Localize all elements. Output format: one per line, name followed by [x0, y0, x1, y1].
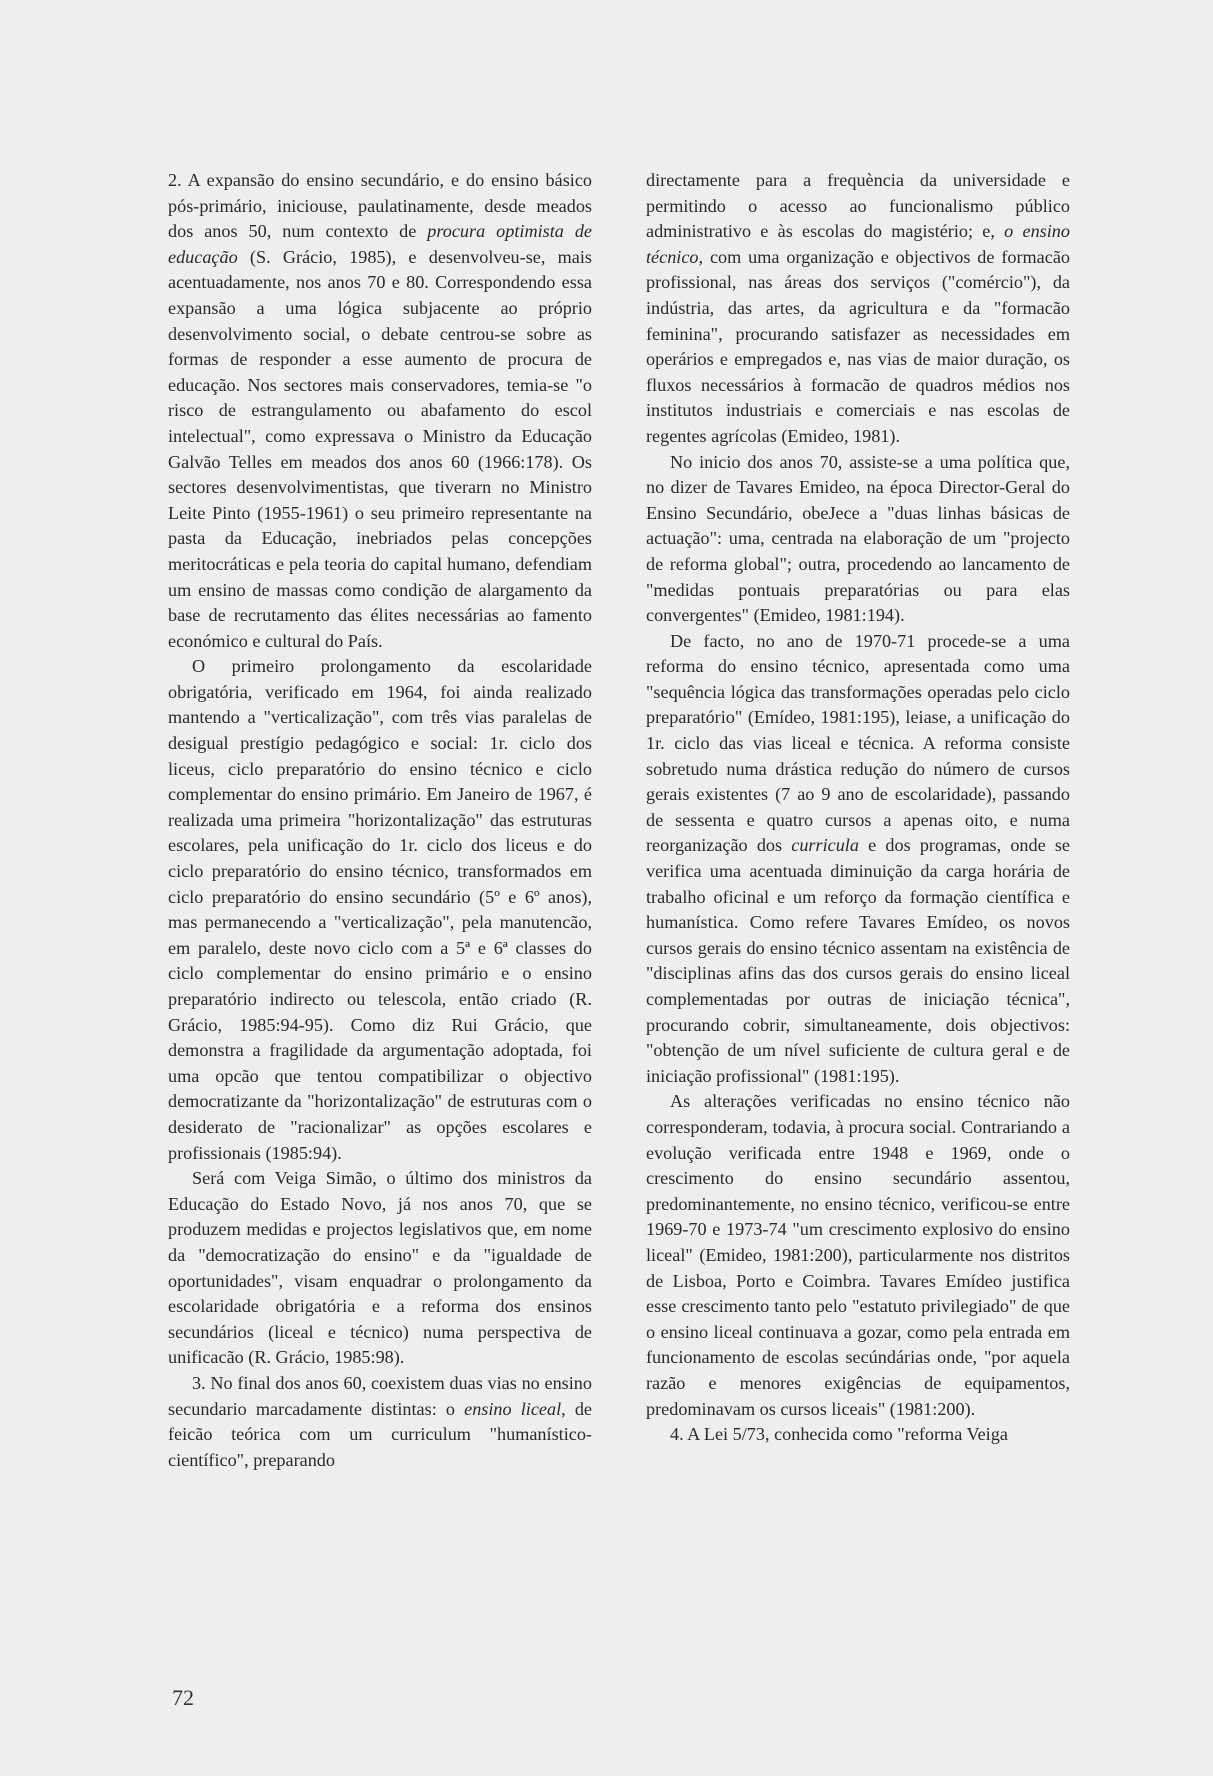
- text-run: 2. A expansão do ensino secundário, e do ensino básico pós-primário, iniciouse, paulatinamente, desde meados dos anos 50, num contexto de: [168, 170, 592, 242]
- text-run: 4. A Lei 5/73, conhecida como "reforma Veiga: [670, 1424, 1008, 1445]
- left-column: [168, 168, 592, 1473]
- text-run: As alterações verificadas no ensino técnico não corresponderam, todavia, à procura social. Contrariando a evolução verificada entre 1948 e 1969, onde o crescimento do ensino secundário assentou, predominantemente, no ensino técnico, verificou-se entre 1969-70 e 1973-74 "um crescimento explosivo do ensino liceal" (Emideo, 1981:200), particularmente nos distritos de Lisboa, Porto e Coimbra. Tavares Emídeo justifica esse crescimento tanto pelo "estatuto privilegiado" de que o ensino liceal continuava a gozar, como pela entrada em funcionamento de escolas secúndárias onde, "por aquela razão e menores exigências de equipamentos, predominavam os cursos liceais" (1981:200).: [646, 1091, 1070, 1419]
- text-run: (S. Grácio, 1985), e desenvolveu-se, mais acentuadamente, nos anos 70 e 80. Correspondendo essa expansão a uma lógica subjacente ao próprio desenvolvimento social, o debate centrou-se sobre as formas de responder a esse aumento de procura de educação. Nos sectores mais conservadores, temia-se "o risco de estrangulamento ou abafamento do escol intelectual", como expressava o Ministro da Educação Galvão Telles em meados dos anos 60 (1966:178). Os sectores desenvolvimentistas, que tiverarn no Ministro Leite Pinto (1955-1961) o seu primeiro representante na pasta da Educação, inebriados pelas concepções meritocráticas e pela teoria do capital humano, defendiam um ensino de massas como condição de alargamento da base de recrutamento das élites necessárias ao famento económico e cultural do País.: [168, 246, 592, 651]
- paragraph: [646, 629, 1070, 1090]
- italic-text: ensino liceal: [464, 1398, 562, 1419]
- text-run: Será com Veiga Simão, o último dos ministros da Educação do Estado Novo, já nos anos 70, que se produzem medidas e projectos legislativos que, em nome da "democratização do ensino" e da "igualdade de oportunidades", visam enquadrar o prolongamento da escolaridade obrigatória e a reforma dos ensinos secundários (liceal e técnico) numa perspectiva de unificacão (R. Grácio, 1985:98).: [168, 1168, 592, 1368]
- text-run: , com uma organização e objectivos de formacão profissional, nas áreas dos serviços ("comércio"), da indústria, das artes, da agricultura e da "formacão feminina", procurando satisfazer as necessidades em operários e empregados e, nas vias de maior duração, os fluxos necessários à formacão de quadros médios nos institutos industriais e comerciais e nas escolas de regentes agrícolas (Emideo, 1981).: [646, 246, 1070, 446]
- text-run: De facto, no ano de 1970-71 procede-se a uma reforma do ensino técnico, apresentada como uma "sequência lógica das transformações operadas pelo ciclo preparatório" (Emídeo, 1981:195), leiase, a unificação do 1r. ciclo das vias liceal e técnica. A reforma consiste sobretudo numa drástica redução do número de cursos gerais existentes (7 ao 9 ano de escolaridade), passando de sessenta e quatro cursos a apenas oito, e numa reorganização dos: [646, 630, 1070, 856]
- italic-text: o ensino técnico: [646, 221, 1070, 267]
- italic-text: procura optimista de educação: [168, 221, 592, 267]
- text-run: directamente para a frequència da universidade e permitindo o acesso ao funcionalismo público administrativo e às escolas do magistério; e,: [646, 170, 1070, 242]
- paragraph: [168, 654, 592, 1166]
- right-column: [646, 168, 1070, 1448]
- text-run: O primeiro prolongamento da escolaridade obrigatória, verificado em 1964, foi ainda realizado mantendo a "verticalização", com três vias paralelas de desigual prestígio pedagógico e social: 1r. ciclo dos liceus, ciclo preparatório do ensino técnico e ciclo complementar do ensino primário. Em Janeiro de 1967, é realizada uma primeira "horizontalização" das estruturas escolares, pela unificação do 1r. ciclo dos liceus e do ciclo preparatório do ensino técnico, transformados em ciclo preparatório do ensino secundário (5º e 6º anos), mas permanecendo a "verticalização", pela manutencão, em paralelo, deste novo ciclo com a 5ª e 6ª classes do ciclo complementar do ensino primário e o ensino preparatório indirecto ou telescola, então criado (R. Grácio, 1985:94-95). Como diz Rui Grácio, que demonstra a fragilidade da argumentação adoptada, foi uma opcão que tentou compatibilizar o objectivo democratizante da "horizontalização" de estruturas com o desiderato de "racionalizar" as opções escolares e profissionais (1985:94).: [168, 656, 592, 1163]
- paragraph: [168, 1371, 592, 1473]
- text-run: , de feicão teórica com um curriculum "humanístico-científico", preparando: [168, 1398, 592, 1470]
- paragraph: [168, 1166, 592, 1371]
- paragraph: [646, 1422, 1070, 1448]
- paragraph: [168, 168, 592, 654]
- text-run: 3. No final dos anos 60, coexistem duas vias no ensino secundario marcadamente distintas: o: [168, 1372, 592, 1419]
- paragraph: [646, 168, 1070, 450]
- page-number: 72: [172, 1685, 194, 1710]
- text-run: e dos programas, onde se verifica uma acentuada diminuição da carga horária de trabalho oficinal e um reforço da formação científica e humanística. Como refere Tavares Emídeo, os novos cursos gerais do ensino técnico assentam na existência de "disciplinas afins das dos cursos gerais do ensino liceal complementadas por outras de iniciação técnica", procurando cobrir, simultaneamente, dois objectivos: "obtenção de um nível suficiente de cultura geral e de iniciação profissional" (1981:195).: [646, 835, 1070, 1086]
- paragraph: [646, 450, 1070, 629]
- italic-text: curricula: [791, 835, 859, 856]
- paragraph: [646, 1089, 1070, 1422]
- text-run: No inicio dos anos 70, assiste-se a uma política que, no dizer de Tavares Emideo, na época Director-Geral do Ensino Secundário, obeJece a "duas linhas básicas de actuação": uma, centrada na elaboração de um "projecto de reforma global"; outra, procedendo ao lancamento de "medidas pontuais preparatórias ou para elas convergentes" (Emideo, 1981:194).: [646, 451, 1070, 626]
